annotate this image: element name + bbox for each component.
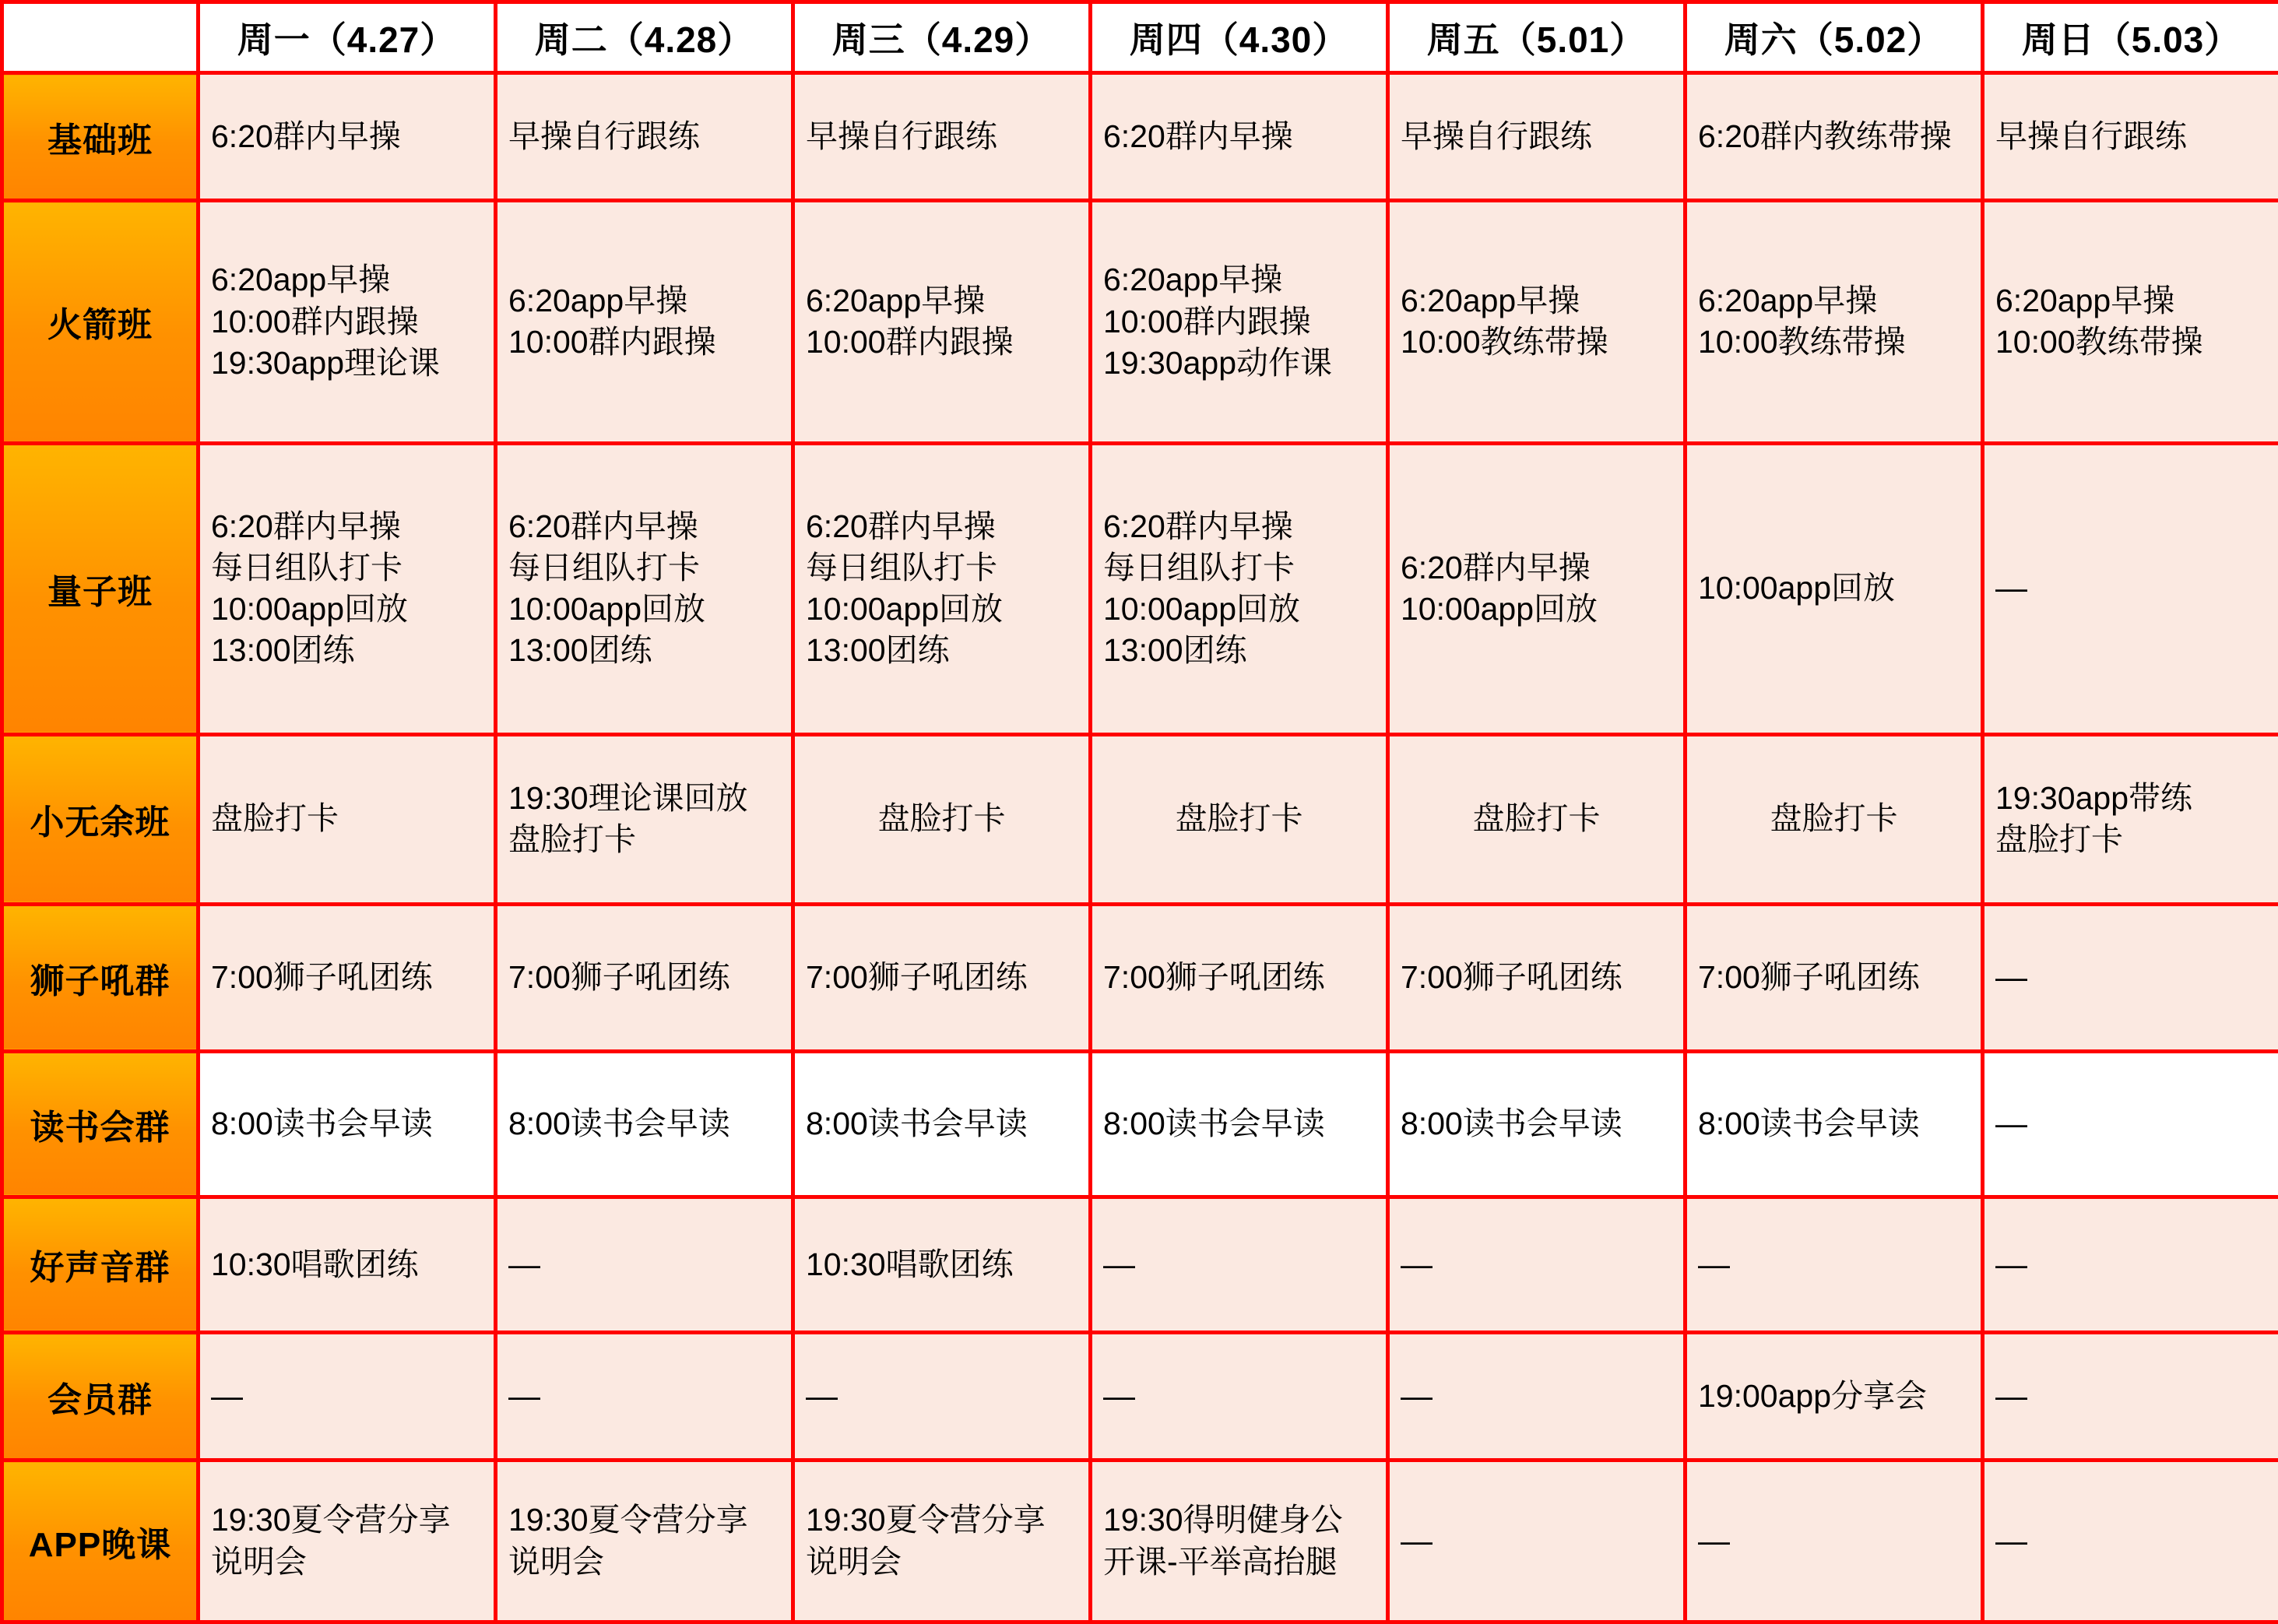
schedule-cell xyxy=(1983,73,2278,201)
cell-line: 10:00群内跟操 xyxy=(806,324,1014,360)
schedule-cell xyxy=(1388,1197,1686,1332)
schedule-cell xyxy=(793,1197,1091,1332)
schedule-cell xyxy=(1388,734,1686,904)
cell-line: 盘脸打卡 xyxy=(508,821,636,858)
cell-line: 6:20app早操 xyxy=(1103,262,1283,298)
schedule-cell xyxy=(1686,443,1983,734)
cell-line: 7:00狮子吼团练 xyxy=(1698,959,1920,996)
schedule-cell xyxy=(793,1333,1091,1461)
table-row xyxy=(2,1461,2278,1622)
schedule-cell xyxy=(1983,1051,2278,1197)
cell-line: 10:30唱歌团练 xyxy=(806,1246,1014,1282)
schedule-cell xyxy=(496,1333,793,1461)
schedule-cell xyxy=(1091,73,1388,201)
row-header-2: 火箭班 xyxy=(2,201,199,444)
cell-line: 10:00教练带操 xyxy=(1995,324,2203,360)
schedule-cell xyxy=(1091,1333,1388,1461)
schedule-cell xyxy=(199,1333,496,1461)
cell-line: 8:00读书会早读 xyxy=(806,1106,1028,1141)
cell-line: 19:00app分享会 xyxy=(1698,1378,1928,1414)
cell-line: 6:20app早操 xyxy=(1698,283,1878,319)
schedule-cell xyxy=(496,734,793,904)
cell-line: 10:00app回放 xyxy=(1401,591,1598,627)
row-header-3: 量子班 xyxy=(2,443,199,734)
cell-line: 每日组队打卡 xyxy=(508,549,700,585)
schedule-cell xyxy=(1091,904,1388,1051)
cell-line: 10:00群内跟操 xyxy=(211,303,419,339)
cell-line: 盘脸打卡 xyxy=(211,800,339,837)
cell-line: 6:20app早操 xyxy=(1401,283,1580,319)
schedule-cell xyxy=(793,1051,1091,1197)
cell-line: 6:20群内早操 xyxy=(806,508,996,544)
schedule-cell xyxy=(199,904,496,1051)
schedule-cell xyxy=(1686,73,1983,201)
cell-line: 10:00app回放 xyxy=(806,591,1004,627)
cell-line: 盘脸打卡 xyxy=(1995,821,2123,858)
column-header-friday: 周五（5.01） xyxy=(1388,2,1686,73)
schedule-cell xyxy=(1686,1197,1983,1332)
cell-line: 19:30夏令营分享 xyxy=(508,1502,748,1538)
schedule-cell xyxy=(1091,443,1388,734)
schedule-cell xyxy=(1091,734,1388,904)
cell-line: — xyxy=(211,1378,243,1414)
column-header-monday: 周一（4.27） xyxy=(199,2,496,73)
schedule-cell xyxy=(496,1461,793,1622)
cell-line: 19:30夏令营分享 xyxy=(806,1502,1046,1538)
cell-line: 6:20app早操 xyxy=(508,283,688,319)
cell-line: 19:30app理论课 xyxy=(211,345,441,381)
cell-line: 7:00狮子吼团练 xyxy=(1103,959,1325,996)
row-header-4: 小无余班 xyxy=(2,734,199,904)
cell-line: — xyxy=(1995,1378,2027,1414)
cell-line: 6:20群内早操 xyxy=(1401,549,1591,585)
schedule-cell xyxy=(199,1051,496,1197)
column-header-wednesday: 周三（4.29） xyxy=(793,2,1091,73)
cell-line: 早操自行跟练 xyxy=(1995,118,2187,154)
schedule-cell xyxy=(1388,201,1686,444)
schedule-cell xyxy=(793,1461,1091,1622)
schedule-cell xyxy=(793,73,1091,201)
cell-line: 每日组队打卡 xyxy=(806,549,997,585)
schedule-cell xyxy=(793,443,1091,734)
table-body xyxy=(2,73,2278,1622)
table-row xyxy=(2,443,2278,734)
corner-cell xyxy=(2,2,199,73)
schedule-cell xyxy=(496,73,793,201)
cell-line: 8:00读书会早读 xyxy=(1401,1106,1622,1141)
cell-line: — xyxy=(508,1246,540,1282)
cell-line: 19:30理论课回放 xyxy=(508,779,748,816)
cell-line: — xyxy=(1103,1378,1135,1414)
cell-line: 开课-平举高抬腿 xyxy=(1103,1543,1338,1580)
cell-line: 早操自行跟练 xyxy=(806,118,997,154)
schedule-cell xyxy=(1983,904,2278,1051)
cell-line: 每日组队打卡 xyxy=(1103,549,1295,585)
column-header-thursday: 周四（4.30） xyxy=(1091,2,1388,73)
cell-line: 8:00读书会早读 xyxy=(1698,1106,1920,1141)
schedule-cell xyxy=(1983,734,2278,904)
schedule-cell xyxy=(496,1197,793,1332)
schedule-cell xyxy=(1686,1051,1983,1197)
table-row xyxy=(2,201,2278,444)
cell-line: 10:00app回放 xyxy=(1103,591,1301,627)
cell-line: — xyxy=(1995,1522,2027,1559)
schedule-cell xyxy=(1686,734,1983,904)
row-header-5: 狮子吼群 xyxy=(2,904,199,1051)
schedule-cell xyxy=(199,201,496,444)
schedule-cell xyxy=(1686,201,1983,444)
table-header-row xyxy=(2,2,2278,73)
cell-line: 8:00读书会早读 xyxy=(211,1106,433,1141)
cell-line: 13:00团练 xyxy=(211,632,355,669)
cell-line: 10:00教练带操 xyxy=(1698,324,1906,360)
schedule-cell xyxy=(199,73,496,201)
cell-line: — xyxy=(1995,959,2027,996)
schedule-cell xyxy=(1686,904,1983,1051)
schedule-cell xyxy=(1388,1461,1686,1622)
schedule-cell xyxy=(496,1051,793,1197)
row-header-6: 读书会群 xyxy=(2,1051,199,1197)
cell-line: 盘脸打卡 xyxy=(877,800,1006,837)
table-row xyxy=(2,734,2278,904)
table-row xyxy=(2,1051,2278,1197)
cell-line: — xyxy=(1103,1246,1135,1282)
cell-line: 6:20群内早操 xyxy=(211,118,401,154)
schedule-cell xyxy=(199,1197,496,1332)
cell-line: 6:20群内教练带操 xyxy=(1698,118,1952,154)
cell-line: 7:00狮子吼团练 xyxy=(211,959,433,996)
schedule-cell xyxy=(1983,443,2278,734)
table-row xyxy=(2,73,2278,201)
schedule-cell xyxy=(1091,1051,1388,1197)
schedule-cell xyxy=(496,443,793,734)
column-header-tuesday: 周二（4.28） xyxy=(496,2,793,73)
schedule-cell xyxy=(1091,1197,1388,1332)
schedule-cell xyxy=(1983,201,2278,444)
schedule-cell xyxy=(1388,1333,1686,1461)
cell-line: — xyxy=(1698,1522,1730,1559)
cell-line: 说明会 xyxy=(211,1543,307,1580)
schedule-cell xyxy=(793,201,1091,444)
row-header-7: 好声音群 xyxy=(2,1197,199,1332)
cell-line: — xyxy=(1995,570,2027,606)
cell-line: 每日组队打卡 xyxy=(211,549,403,585)
cell-line: — xyxy=(1401,1522,1433,1559)
table-row xyxy=(2,1333,2278,1461)
cell-line: 说明会 xyxy=(806,1543,902,1580)
schedule-cell xyxy=(199,1461,496,1622)
row-header-9: APP晚课 xyxy=(2,1461,199,1622)
schedule-cell xyxy=(1983,1461,2278,1622)
cell-line: 早操自行跟练 xyxy=(1401,118,1592,154)
cell-line: 6:20群内早操 xyxy=(1103,118,1293,154)
cell-line: — xyxy=(1698,1246,1730,1282)
cell-line: — xyxy=(1401,1378,1433,1414)
schedule-cell xyxy=(199,443,496,734)
column-header-saturday: 周六（5.02） xyxy=(1686,2,1983,73)
schedule-cell xyxy=(496,904,793,1051)
cell-line: — xyxy=(508,1378,540,1414)
schedule-cell xyxy=(496,201,793,444)
cell-line: 盘脸打卡 xyxy=(1770,800,1898,837)
cell-line: 说明会 xyxy=(508,1543,604,1580)
cell-line: 8:00读书会早读 xyxy=(508,1106,730,1141)
cell-line: 6:20群内早操 xyxy=(1103,508,1293,544)
cell-line: 8:00读书会早读 xyxy=(1103,1106,1325,1141)
cell-line: 19:30app动作课 xyxy=(1103,345,1333,381)
schedule-cell xyxy=(1388,443,1686,734)
cell-line: 10:00群内跟操 xyxy=(508,324,716,360)
schedule-cell xyxy=(1091,201,1388,444)
cell-line: 早操自行跟练 xyxy=(508,118,700,154)
cell-line: — xyxy=(806,1378,838,1414)
table-row xyxy=(2,904,2278,1051)
cell-line: 7:00狮子吼团练 xyxy=(508,959,730,996)
cell-line: 13:00团练 xyxy=(806,632,950,669)
cell-line: — xyxy=(1995,1246,2027,1282)
cell-line: 6:20app早操 xyxy=(211,262,391,298)
schedule-cell xyxy=(793,904,1091,1051)
cell-line: 19:30得明健身公 xyxy=(1103,1502,1343,1538)
cell-line: 6:20app早操 xyxy=(806,283,986,319)
schedule-cell xyxy=(1091,1461,1388,1622)
cell-line: 6:20群内早操 xyxy=(211,508,401,544)
cell-line: 10:00群内跟操 xyxy=(1103,303,1311,339)
table-row xyxy=(2,1197,2278,1332)
cell-line: 7:00狮子吼团练 xyxy=(1401,959,1622,996)
cell-line: 7:00狮子吼团练 xyxy=(806,959,1028,996)
cell-line: 10:00app回放 xyxy=(211,591,409,627)
schedule-cell xyxy=(1388,73,1686,201)
cell-line: — xyxy=(1401,1246,1433,1282)
schedule-cell xyxy=(1983,1197,2278,1332)
cell-line: 6:20app早操 xyxy=(1995,283,2175,319)
schedule-cell xyxy=(1686,1461,1983,1622)
cell-line: 盘脸打卡 xyxy=(1472,800,1601,837)
schedule-cell xyxy=(1983,1333,2278,1461)
schedule-cell xyxy=(199,734,496,904)
cell-line: 10:00app回放 xyxy=(508,591,706,627)
cell-line: 13:00团练 xyxy=(508,632,652,669)
schedule-cell xyxy=(1686,1333,1983,1461)
schedule-cell xyxy=(1388,904,1686,1051)
cell-line: 10:00app回放 xyxy=(1698,570,1896,606)
schedule-cell xyxy=(793,734,1091,904)
cell-line: 6:20群内早操 xyxy=(508,508,698,544)
cell-line: — xyxy=(1995,1106,2027,1141)
column-header-sunday: 周日（5.03） xyxy=(1983,2,2278,73)
cell-line: 13:00团练 xyxy=(1103,632,1247,669)
cell-line: 10:00教练带操 xyxy=(1401,324,1608,360)
cell-line: 19:30app带练 xyxy=(1995,779,2193,816)
row-header-1: 基础班 xyxy=(2,73,199,201)
cell-line: 10:30唱歌团练 xyxy=(211,1246,419,1282)
row-header-8: 会员群 xyxy=(2,1333,199,1461)
schedule-cell xyxy=(1388,1051,1686,1197)
cell-line: 19:30夏令营分享 xyxy=(211,1502,451,1538)
cell-line: 盘脸打卡 xyxy=(1175,800,1303,837)
